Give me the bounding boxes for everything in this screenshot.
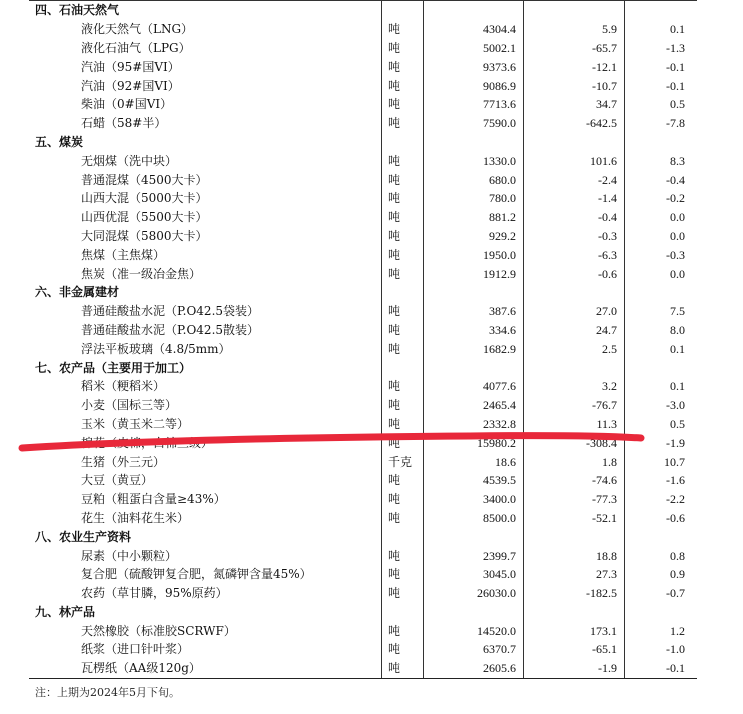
- change-cell: -0.4: [524, 208, 625, 227]
- change-cell: -2.4: [524, 170, 625, 189]
- price-cell: 387.6: [424, 302, 524, 321]
- table-row: [29, 546, 697, 565]
- item-name: 稻米（粳稻米）: [29, 377, 382, 396]
- table-row: [29, 415, 697, 434]
- change-cell: -10.7: [524, 76, 625, 95]
- table-row: [29, 321, 697, 340]
- table-row: [29, 659, 697, 678]
- unit-cell: 吨: [382, 76, 424, 95]
- table-row: [29, 339, 697, 358]
- change-cell: -0.3: [524, 227, 625, 246]
- table-row: [29, 396, 697, 415]
- unit-cell: 千克: [382, 452, 424, 471]
- price-cell: [424, 358, 524, 377]
- price-cell: 9373.6: [424, 57, 524, 76]
- table-row: [29, 151, 697, 170]
- unit-cell: 吨: [382, 490, 424, 509]
- percent-cell: 0.0: [670, 210, 685, 225]
- item-name: 液化天然气（LNG）: [29, 20, 382, 39]
- change-cell: 34.7: [524, 95, 625, 114]
- percent-cell: -1.6: [666, 473, 685, 488]
- percent-cell: 8.0: [670, 322, 685, 337]
- item-name: 天然橡胶（标准胶SCRWF）: [29, 621, 382, 640]
- unit-cell: 吨: [382, 189, 424, 208]
- price-cell: 7590.0: [424, 114, 524, 133]
- table-row: [29, 39, 697, 58]
- change-cell: -1.4: [524, 189, 625, 208]
- table-body: [29, 1, 697, 679]
- change-cell: -65.1: [524, 640, 625, 659]
- percent-cell: 0.5: [670, 416, 685, 431]
- item-name: 普通混煤（4500大卡）: [29, 170, 382, 189]
- price-cell: [424, 527, 524, 546]
- section-row: [29, 527, 697, 546]
- percent-cell: -0.1: [666, 59, 685, 74]
- percent-cell: -1.9: [666, 435, 685, 450]
- price-cell: 8500.0: [424, 509, 524, 528]
- percent-cell: 8.3: [670, 153, 685, 168]
- item-name: 五、煤炭: [29, 133, 382, 152]
- unit-cell: [382, 283, 424, 302]
- table-row: [29, 95, 697, 114]
- item-name: 尿素（中小颗粒）: [29, 546, 382, 565]
- table-row: [29, 76, 697, 95]
- unit-cell: 吨: [382, 264, 424, 283]
- percent-cell: 0.8: [670, 548, 685, 563]
- change-cell: -76.7: [524, 396, 625, 415]
- percent-cell: [625, 133, 698, 152]
- percent-cell: 0.0: [670, 228, 685, 243]
- change-cell: -52.1: [524, 509, 625, 528]
- change-cell: 5.9: [524, 20, 625, 39]
- change-cell: 27.3: [524, 565, 625, 584]
- item-name: 生猪（外三元）: [29, 452, 382, 471]
- percent-cell: -1.3: [666, 40, 685, 55]
- percent-cell: 0.9: [670, 567, 685, 582]
- change-cell: [524, 527, 625, 546]
- unit-cell: [382, 527, 424, 546]
- change-cell: 2.5: [524, 339, 625, 358]
- unit-cell: 吨: [382, 640, 424, 659]
- price-cell: 15980.2: [424, 433, 524, 452]
- percent-cell: 0.1: [670, 379, 685, 394]
- price-cell: 929.2: [424, 227, 524, 246]
- item-name: 汽油（95#国VI）: [29, 57, 382, 76]
- change-cell: -642.5: [524, 114, 625, 133]
- unit-cell: 吨: [382, 509, 424, 528]
- price-cell: [424, 1, 524, 20]
- unit-cell: 吨: [382, 565, 424, 584]
- price-cell: 780.0: [424, 189, 524, 208]
- price-cell: 2399.7: [424, 546, 524, 565]
- section-row: [29, 1, 697, 20]
- unit-cell: 吨: [382, 170, 424, 189]
- item-name: 柴油（0#国VI）: [29, 95, 382, 114]
- change-cell: -12.1: [524, 57, 625, 76]
- percent-cell: [625, 283, 698, 302]
- unit-cell: 吨: [382, 227, 424, 246]
- unit-cell: 吨: [382, 546, 424, 565]
- table-row: [29, 565, 697, 584]
- item-name: 纸浆（进口针叶浆）: [29, 640, 382, 659]
- item-name: 山西优混（5500大卡）: [29, 208, 382, 227]
- unit-cell: 吨: [382, 339, 424, 358]
- price-cell: 18.6: [424, 452, 524, 471]
- price-cell: 1912.9: [424, 264, 524, 283]
- price-cell: 5002.1: [424, 39, 524, 58]
- price-cell: 7713.6: [424, 95, 524, 114]
- table-row: [29, 20, 697, 39]
- change-cell: 1.8: [524, 452, 625, 471]
- commodity-price-table: [29, 0, 697, 679]
- unit-cell: 吨: [382, 20, 424, 39]
- percent-cell: 10.7: [664, 454, 685, 469]
- percent-cell: 0.5: [670, 97, 685, 112]
- unit-cell: 吨: [382, 151, 424, 170]
- percent-cell: 0.1: [670, 22, 685, 37]
- unit-cell: 吨: [382, 245, 424, 264]
- change-cell: -1.9: [524, 659, 625, 678]
- percent-cell: -0.6: [666, 510, 685, 525]
- change-cell: -77.3: [524, 490, 625, 509]
- unit-cell: 吨: [382, 396, 424, 415]
- change-cell: 18.8: [524, 546, 625, 565]
- percent-cell: [625, 1, 698, 20]
- price-cell: 14520.0: [424, 621, 524, 640]
- price-cell: 26030.0: [424, 584, 524, 603]
- item-name: 石蜡（58#半）: [29, 114, 382, 133]
- price-cell: [424, 133, 524, 152]
- unit-cell: 吨: [382, 621, 424, 640]
- item-name: 无烟煤（洗中块）: [29, 151, 382, 170]
- item-name: 汽油（92#国VI）: [29, 76, 382, 95]
- change-cell: [524, 283, 625, 302]
- table-row: [29, 170, 697, 189]
- section-row: [29, 358, 697, 377]
- change-cell: 173.1: [524, 621, 625, 640]
- change-cell: [524, 133, 625, 152]
- percent-cell: -3.0: [666, 398, 685, 413]
- price-cell: 881.2: [424, 208, 524, 227]
- price-cell: 6370.7: [424, 640, 524, 659]
- table-row: [29, 245, 697, 264]
- change-cell: 101.6: [524, 151, 625, 170]
- table-row: [29, 471, 697, 490]
- item-name: 玉米（黄玉米二等）: [29, 415, 382, 434]
- unit-cell: [382, 358, 424, 377]
- change-cell: [524, 1, 625, 20]
- percent-cell: -1.0: [666, 642, 685, 657]
- change-cell: -74.6: [524, 471, 625, 490]
- price-cell: 334.6: [424, 321, 524, 340]
- price-cell: 2465.4: [424, 396, 524, 415]
- price-cell: 3045.0: [424, 565, 524, 584]
- unit-cell: 吨: [382, 57, 424, 76]
- table-row: [29, 640, 697, 659]
- item-name: 六、非金属建材: [29, 283, 382, 302]
- item-name: 七、农产品（主要用于加工）: [29, 358, 382, 377]
- item-name: 花生（油料花生米）: [29, 509, 382, 528]
- footnote: 注：上期为2024年5月下旬。: [35, 686, 180, 699]
- unit-cell: 吨: [382, 415, 424, 434]
- change-cell: -65.7: [524, 39, 625, 58]
- percent-cell: [625, 358, 698, 377]
- change-cell: -6.3: [524, 245, 625, 264]
- table-row: [29, 302, 697, 321]
- unit-cell: 吨: [382, 321, 424, 340]
- unit-cell: 吨: [382, 584, 424, 603]
- item-name: 焦炭（准一级冶金焦）: [29, 264, 382, 283]
- percent-cell: -0.4: [666, 172, 685, 187]
- change-cell: -182.5: [524, 584, 625, 603]
- item-name: 农药（草甘膦，95%原药）: [29, 584, 382, 603]
- percent-cell: -0.7: [666, 586, 685, 601]
- price-cell: 3400.0: [424, 490, 524, 509]
- change-cell: [524, 603, 625, 622]
- item-name: 大豆（黄豆）: [29, 471, 382, 490]
- price-cell: [424, 603, 524, 622]
- price-cell: 9086.9: [424, 76, 524, 95]
- section-row: [29, 603, 697, 622]
- table-row: [29, 433, 697, 452]
- table-row: [29, 452, 697, 471]
- table-row: [29, 114, 697, 133]
- item-name: 八、农业生产资料: [29, 527, 382, 546]
- item-name: 普通硅酸盐水泥（P.O42.5散装）: [29, 321, 382, 340]
- unit-cell: 吨: [382, 39, 424, 58]
- item-name: 小麦（国标三等）: [29, 396, 382, 415]
- item-name: 大同混煤（5800大卡）: [29, 227, 382, 246]
- percent-cell: 1.2: [670, 623, 685, 638]
- percent-cell: -0.2: [666, 191, 685, 206]
- percent-cell: -0.1: [666, 78, 685, 93]
- price-cell: 680.0: [424, 170, 524, 189]
- unit-cell: 吨: [382, 208, 424, 227]
- change-cell: 24.7: [524, 321, 625, 340]
- percent-cell: 0.1: [670, 341, 685, 356]
- section-row: [29, 283, 697, 302]
- unit-cell: 吨: [382, 659, 424, 678]
- percent-cell: 0.0: [670, 266, 685, 281]
- unit-cell: [382, 1, 424, 20]
- unit-cell: 吨: [382, 471, 424, 490]
- price-cell: [424, 283, 524, 302]
- unit-cell: 吨: [382, 302, 424, 321]
- unit-cell: 吨: [382, 114, 424, 133]
- change-cell: [524, 358, 625, 377]
- item-name: 九、林产品: [29, 603, 382, 622]
- percent-cell: 7.5: [670, 304, 685, 319]
- change-cell: -308.4: [524, 433, 625, 452]
- item-name: 豆粕（粗蛋白含量≥43%）: [29, 490, 382, 509]
- table-row: [29, 509, 697, 528]
- table-row: [29, 57, 697, 76]
- percent-cell: [625, 603, 698, 622]
- unit-cell: 吨: [382, 433, 424, 452]
- table-row: [29, 377, 697, 396]
- item-name: 液化石油气（LPG）: [29, 39, 382, 58]
- item-name: 复合肥（硫酸钾复合肥，氮磷钾含量45%）: [29, 565, 382, 584]
- price-cell: 2332.8: [424, 415, 524, 434]
- price-cell: 4304.4: [424, 20, 524, 39]
- table-row: [29, 490, 697, 509]
- unit-cell: [382, 133, 424, 152]
- table-row: [29, 189, 697, 208]
- item-name: 四、石油天然气: [29, 1, 382, 20]
- unit-cell: 吨: [382, 95, 424, 114]
- price-cell: 1950.0: [424, 245, 524, 264]
- table-row: [29, 227, 697, 246]
- table-row: [29, 621, 697, 640]
- percent-cell: [625, 527, 698, 546]
- unit-cell: 吨: [382, 377, 424, 396]
- price-cell: 4539.5: [424, 471, 524, 490]
- table-row: [29, 264, 697, 283]
- change-cell: -0.6: [524, 264, 625, 283]
- item-name: 棉花（皮棉，白棉三级）: [29, 433, 382, 452]
- percent-cell: -2.2: [666, 492, 685, 507]
- item-name: 普通硅酸盐水泥（P.O42.5袋装）: [29, 302, 382, 321]
- price-cell: 1682.9: [424, 339, 524, 358]
- percent-cell: -0.1: [625, 659, 698, 678]
- item-name: 浮法平板玻璃（4.8/5mm）: [29, 339, 382, 358]
- price-cell: 1330.0: [424, 151, 524, 170]
- item-name: 瓦楞纸（AA级120g）: [29, 659, 382, 678]
- section-row: [29, 133, 697, 152]
- item-name: 山西大混（5000大卡）: [29, 189, 382, 208]
- percent-cell: -0.3: [666, 247, 685, 262]
- change-cell: 3.2: [524, 377, 625, 396]
- table-row: [29, 584, 697, 603]
- table-row: [29, 208, 697, 227]
- unit-cell: [382, 603, 424, 622]
- percent-cell: -7.8: [666, 116, 685, 131]
- change-cell: 27.0: [524, 302, 625, 321]
- price-cell: 4077.6: [424, 377, 524, 396]
- change-cell: 11.3: [524, 415, 625, 434]
- price-cell: 2605.6: [424, 659, 524, 678]
- item-name: 焦煤（主焦煤）: [29, 245, 382, 264]
